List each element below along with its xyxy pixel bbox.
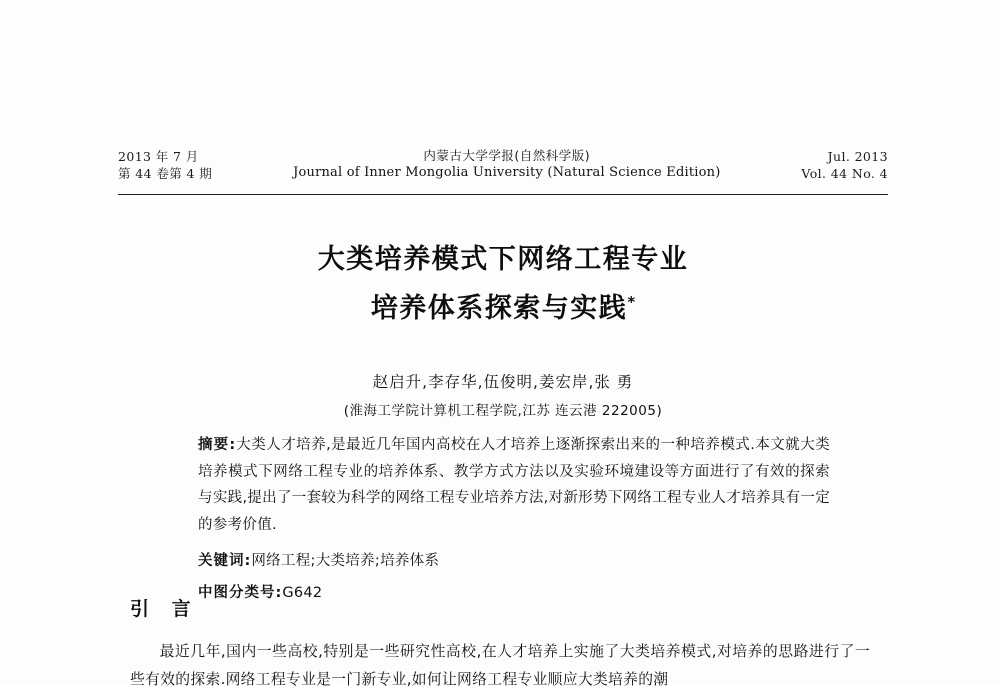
author-list: 赵启升,李存华,伍俊明,姜宏岸,张 勇 [372,373,634,391]
body-paragraph [130,638,870,694]
abstract-label: 摘要: [198,437,237,453]
title-line-2-wrapper [118,281,888,330]
clc-label: 中图分类号: [198,585,283,601]
keywords-text: 网络工程;大类培养;培养体系 [251,553,440,569]
title-line-2: 培养体系探索与实践 [370,293,628,324]
journal-name [212,148,801,182]
header-divider [118,194,888,195]
section-heading-introduction: 引 言 [130,598,199,620]
abstract-text: 大类人才培养,是最近几年国内高校在人才培养上逐渐探索出来的一种培养模式.本文就大类培养模式下网络工程专业的培养体系、教学方式方法以及实验环境建设等方面进行了有效的探索与实践,提出了一套较为科学的网络工程专业培养方法,对新形势下网络工程专业人才培养具有一定的参考价值. [198,437,830,533]
issue-date-line: 2013 年 7 月 [118,149,199,164]
clc-text: G642 [282,585,323,601]
issue-date-line-en: Jul. 2013 [827,149,888,164]
journal-volume-info [801,148,888,182]
abstract-paragraph [198,432,830,538]
title-line-1: 大类培养模式下网络工程专业 [317,244,689,275]
abstract-block [198,432,830,606]
journal-name-cn: 内蒙古大学学报(自然科学版) [423,148,591,163]
volume-issue-line-en: Vol. 44 No. 4 [801,166,888,181]
title-footnote-marker: * [627,293,636,311]
intro-paragraph-text: 最近几年,国内一些高校,特别是一些研究性高校,在人才培养上实施了大类培养模式,对培养的思路进行了一些有效的探索.网络工程专业是一门新专业,如何让网络工程专业顺应大类培养的潮 [130,643,870,688]
page-title [118,238,888,330]
keywords-line [198,548,830,574]
volume-issue-line-cn: 第 44 卷第 4 期 [118,166,213,181]
running-head [118,148,888,182]
journal-name-en: Journal of Inner Mongolia University (Natural Science Edition) [293,165,721,180]
clc-line [198,580,830,606]
author-affiliation: (淮海工学院计算机工程学院,江苏 连云港 222005) [343,403,663,419]
journal-issue-date [118,148,212,182]
keywords-label: 关键词: [198,553,252,569]
